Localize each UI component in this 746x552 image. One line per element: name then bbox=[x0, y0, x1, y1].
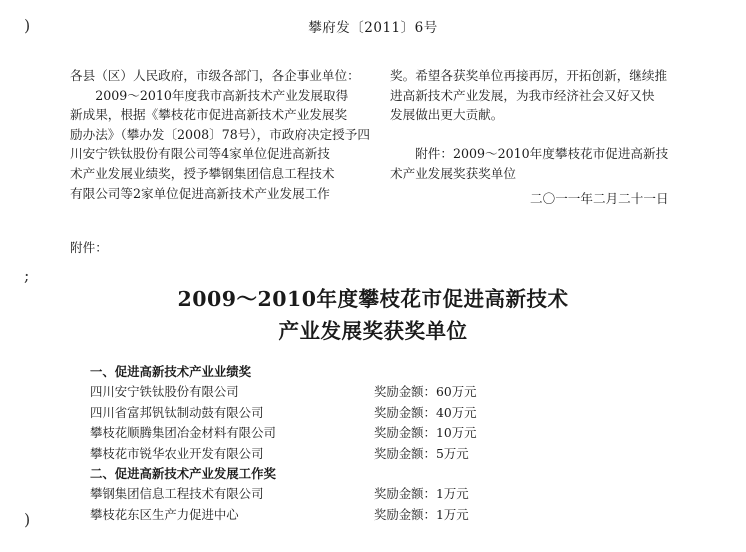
binding-mark-icon: ) bbox=[24, 510, 31, 529]
body-line bbox=[390, 125, 690, 145]
award-row bbox=[90, 484, 610, 504]
award-amount: 奖励金额：10万元 bbox=[374, 425, 477, 441]
binding-mark-icon: ; bbox=[24, 266, 30, 285]
attachment-note: 术产业发展奖获奖单位 bbox=[390, 165, 516, 181]
award-unit-name: 四川安宁铁钛股份有限公司 bbox=[90, 384, 239, 400]
award-amount: 奖励金额：60万元 bbox=[374, 384, 477, 400]
award-unit-name: 攀钢集团信息工程技术有限公司 bbox=[90, 486, 264, 502]
award-row bbox=[90, 403, 610, 423]
award-unit-name: 四川省富邦钒钛制动鼓有限公司 bbox=[90, 404, 264, 420]
body-left-column bbox=[70, 66, 370, 203]
attachment-note: 附件：2009～2010年度攀枝花市促进高新技 bbox=[390, 146, 669, 162]
body-line: 发展做出更大贡献。 bbox=[390, 107, 504, 123]
section-heading: 一、促进高新技术产业业绩奖 bbox=[90, 364, 252, 379]
award-row bbox=[90, 423, 610, 443]
award-row bbox=[90, 382, 610, 402]
attachment-label: 附件： bbox=[70, 240, 108, 255]
award-list bbox=[90, 362, 610, 525]
doc-number: 攀府发〔2011〕6号 bbox=[308, 20, 438, 36]
binding-mark-icon: ) bbox=[24, 16, 31, 35]
award-row bbox=[90, 505, 610, 525]
body-right-column bbox=[390, 66, 690, 184]
award-unit-name: 攀枝花东区生产力促进中心 bbox=[90, 506, 239, 522]
body-line: 各县（区）人民政府，市级各部门，各企事业单位： bbox=[70, 68, 360, 83]
body-line: 2009～2010年度我市高新技术产业发展取得 bbox=[70, 87, 349, 103]
award-unit-name: 攀枝花顺腾集团冶金材料有限公司 bbox=[90, 425, 276, 441]
section-heading: 二、促进高新技术产业发展工作奖 bbox=[90, 465, 276, 481]
body-line: 励办法》（攀办发〔2008〕78号），市政府决定授予四 bbox=[70, 126, 370, 142]
award-amount: 奖励金额：1万元 bbox=[374, 506, 469, 522]
award-amount: 奖励金额：1万元 bbox=[374, 486, 469, 502]
body-line: 有限公司等2家单位促进高新技术产业发展工作 bbox=[70, 185, 330, 201]
body-line: 新成果，根据《攀枝花市促进高新技术产业发展奖 bbox=[70, 107, 348, 123]
body-line: 进高新技术产业发展，为我市经济社会又好又快 bbox=[390, 87, 655, 103]
attachment-title: 2009～2010年度攀枝花市促进高新技术 bbox=[177, 287, 569, 311]
body-line: 川安宁铁钛股份有限公司等4家单位促进高新技 bbox=[70, 146, 330, 162]
award-unit-name: 攀枝花市锐华农业开发有限公司 bbox=[90, 445, 264, 461]
body-line: 术产业发展业绩奖，授予攀钢集团信息工程技术 bbox=[70, 165, 335, 181]
award-amount: 奖励金额：5万元 bbox=[374, 445, 469, 461]
attachment-title: 产业发展奖获奖单位 bbox=[278, 319, 468, 343]
award-amount: 奖励金额：40万元 bbox=[374, 404, 477, 420]
document-date: 二〇一一年二月二十一日 bbox=[530, 191, 669, 206]
award-row bbox=[90, 444, 610, 464]
body-line: 奖。希望各获奖单位再接再厉，开拓创新，继续推 bbox=[390, 68, 668, 83]
